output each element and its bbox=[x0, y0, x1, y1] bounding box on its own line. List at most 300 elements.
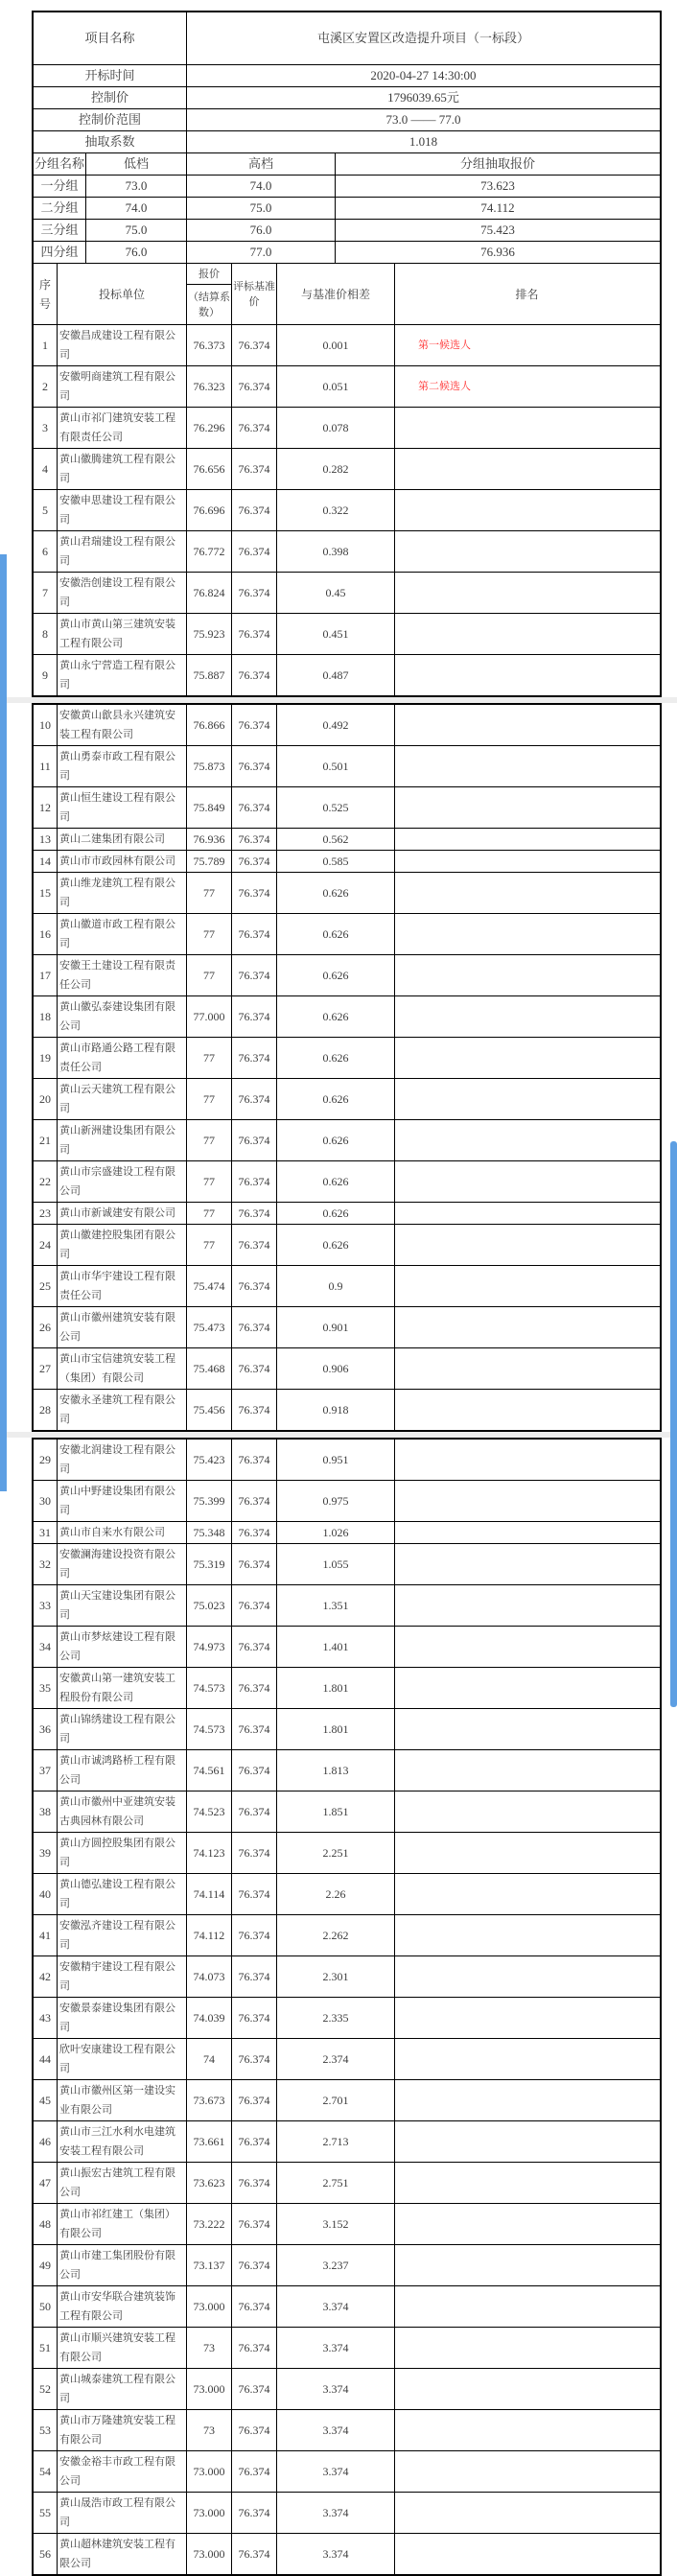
bid-no: 4 bbox=[34, 449, 58, 489]
bid-price: 75.423 bbox=[187, 1440, 232, 1480]
base-price: 76.374 bbox=[232, 1791, 277, 1832]
rank-label bbox=[395, 1079, 660, 1119]
company-name: 黄山市宝信建筑安装工程（集团）有限公司 bbox=[58, 1348, 187, 1389]
rank-label bbox=[395, 614, 660, 654]
company-name: 安徽浩创建设工程有限公司 bbox=[58, 573, 187, 613]
bid-price: 77.000 bbox=[187, 996, 232, 1037]
bid-table-row bbox=[34, 873, 660, 914]
diff-from-base: 0.626 bbox=[277, 1038, 395, 1078]
rank-label bbox=[395, 2534, 660, 2574]
bid-price: 74.073 bbox=[187, 1956, 232, 1997]
bid-no: 22 bbox=[34, 1161, 58, 1202]
company-name: 黄山市黄山第三建筑安装工程有限公司 bbox=[58, 614, 187, 654]
company-name: 黄山永宁营造工程有限公司 bbox=[58, 655, 187, 695]
group-cell: 77.0 bbox=[187, 242, 336, 263]
bid-results-table bbox=[32, 11, 662, 697]
rank-label bbox=[395, 1833, 660, 1873]
bid-price: 76.936 bbox=[187, 829, 232, 850]
rank-label bbox=[395, 705, 660, 745]
company-name: 黄山徽弘泰建设集团有限公司 bbox=[58, 996, 187, 1037]
rank-label bbox=[395, 1348, 660, 1389]
diff-from-base: 2.335 bbox=[277, 1998, 395, 2038]
base-price: 76.374 bbox=[232, 1750, 277, 1791]
bid-no: 41 bbox=[34, 1915, 58, 1955]
group-cell: 四分组 bbox=[34, 242, 86, 263]
bid-price: 76.296 bbox=[187, 408, 232, 448]
bid-no: 42 bbox=[34, 1956, 58, 1997]
bid-no: 8 bbox=[34, 614, 58, 654]
bid-no: 32 bbox=[34, 1544, 58, 1584]
rank-label bbox=[395, 490, 660, 530]
bid-no: 50 bbox=[34, 2286, 58, 2327]
bid-table-row bbox=[34, 705, 660, 746]
bid-table-row bbox=[34, 1998, 660, 2039]
info-value: 1796039.65元 bbox=[387, 90, 459, 105]
bid-table-row bbox=[34, 1038, 660, 1079]
diff-from-base: 0.487 bbox=[277, 655, 395, 695]
group-cell: 76.936 bbox=[480, 245, 515, 259]
col-header-rank: 排名 bbox=[515, 287, 539, 301]
bid-table-row bbox=[34, 851, 660, 873]
rank-label bbox=[395, 2286, 660, 2327]
base-price: 76.374 bbox=[232, 1481, 277, 1521]
base-price: 76.374 bbox=[232, 1225, 277, 1265]
rank-label bbox=[395, 2080, 660, 2120]
company-name: 黄山徽道市政工程有限公司 bbox=[58, 914, 187, 954]
base-price: 76.374 bbox=[232, 655, 277, 695]
base-price: 76.374 bbox=[232, 2039, 277, 2079]
group-col-header: 分组抽取报价 bbox=[459, 156, 535, 171]
base-price: 76.374 bbox=[232, 851, 277, 872]
bid-no: 1 bbox=[34, 325, 58, 365]
company-name: 黄山市宗盛建设工程有限公司 bbox=[58, 1161, 187, 1202]
base-price: 76.374 bbox=[232, 2493, 277, 2533]
company-name: 安徽北润建设工程有限公司 bbox=[58, 1440, 187, 1480]
bid-table-row bbox=[34, 1750, 660, 1791]
base-price: 76.374 bbox=[232, 325, 277, 365]
base-price: 76.374 bbox=[232, 705, 277, 745]
company-name: 黄山恒生建设工程有限公司 bbox=[58, 787, 187, 828]
rank-label bbox=[395, 2493, 660, 2533]
rank-label bbox=[395, 1998, 660, 2038]
base-price: 76.374 bbox=[232, 1998, 277, 2038]
company-name: 黄山市梦炫建设工程有限公司 bbox=[58, 1627, 187, 1667]
base-price: 76.374 bbox=[232, 2286, 277, 2327]
bid-price: 73.000 bbox=[187, 2493, 232, 2533]
bid-no: 20 bbox=[34, 1079, 58, 1119]
base-price: 76.374 bbox=[232, 490, 277, 530]
bid-price: 73.673 bbox=[187, 2080, 232, 2120]
bid-price: 74.973 bbox=[187, 1627, 232, 1667]
diff-from-base: 3.374 bbox=[277, 2534, 395, 2574]
rank-label bbox=[395, 1120, 660, 1160]
bid-table-row bbox=[34, 2534, 660, 2574]
group-row bbox=[34, 220, 660, 242]
info-value: 屯溪区安置区改造提升项目（一标段） bbox=[316, 31, 529, 45]
rank-label bbox=[395, 1627, 660, 1667]
company-name: 安徽泓齐建设工程有限公司 bbox=[58, 1915, 187, 1955]
bid-table-row bbox=[34, 366, 660, 408]
bid-table-row bbox=[34, 1440, 660, 1481]
bid-no: 54 bbox=[34, 2451, 58, 2492]
bid-price: 74.039 bbox=[187, 1998, 232, 2038]
rank-label bbox=[395, 2039, 660, 2079]
bid-table-row bbox=[34, 614, 660, 655]
bid-no: 56 bbox=[34, 2534, 58, 2574]
rank-label bbox=[395, 2369, 660, 2409]
group-cell: 75.0 bbox=[86, 220, 187, 241]
bid-no: 24 bbox=[34, 1225, 58, 1265]
diff-from-base: 2.26 bbox=[277, 1874, 395, 1914]
diff-from-base: 0.492 bbox=[277, 705, 395, 745]
bid-results-table-continued bbox=[32, 1438, 662, 2576]
bid-no: 45 bbox=[34, 2080, 58, 2120]
col-header-base-price: 评标基准价 bbox=[232, 264, 277, 324]
diff-from-base: 0.051 bbox=[277, 366, 395, 407]
bid-no: 39 bbox=[34, 1833, 58, 1873]
rank-label bbox=[395, 2121, 660, 2162]
bid-no: 16 bbox=[34, 914, 58, 954]
bid-no: 30 bbox=[34, 1481, 58, 1521]
diff-from-base: 3.152 bbox=[277, 2204, 395, 2244]
base-price: 76.374 bbox=[232, 1874, 277, 1914]
bid-price: 73 bbox=[187, 2328, 232, 2368]
info-label: 控制价范围 bbox=[34, 109, 187, 130]
diff-from-base: 0.918 bbox=[277, 1390, 395, 1430]
diff-from-base: 1.801 bbox=[277, 1709, 395, 1749]
base-price: 76.374 bbox=[232, 408, 277, 448]
bid-no: 15 bbox=[34, 873, 58, 913]
group-cell: 74.0 bbox=[187, 176, 336, 197]
group-row bbox=[34, 242, 660, 264]
group-cell: 73.623 bbox=[480, 178, 515, 193]
bid-no: 3 bbox=[34, 408, 58, 448]
bid-no: 51 bbox=[34, 2328, 58, 2368]
company-name: 黄山方圆控股集团有限公司 bbox=[58, 1833, 187, 1873]
diff-from-base: 2.301 bbox=[277, 1956, 395, 1997]
bid-no: 28 bbox=[34, 1390, 58, 1430]
rank-label bbox=[395, 955, 660, 995]
company-name: 黄山市祁门建筑安装工程有限责任公司 bbox=[58, 408, 187, 448]
group-cell: 75.423 bbox=[480, 222, 515, 237]
company-name: 黄山云天建筑工程有限公司 bbox=[58, 1079, 187, 1119]
bid-price: 73.000 bbox=[187, 2451, 232, 2492]
bid-no: 31 bbox=[34, 1522, 58, 1543]
diff-from-base: 1.813 bbox=[277, 1750, 395, 1791]
base-price: 76.374 bbox=[232, 1348, 277, 1389]
bid-table-row bbox=[34, 1585, 660, 1627]
company-name: 黄山市建工集团股份有限公司 bbox=[58, 2245, 187, 2285]
bid-no: 53 bbox=[34, 2410, 58, 2450]
company-name: 安徽黄山第一建筑安装工程股份有限公司 bbox=[58, 1668, 187, 1708]
bid-price: 75.468 bbox=[187, 1348, 232, 1389]
rank-label bbox=[395, 746, 660, 786]
base-price: 76.374 bbox=[232, 573, 277, 613]
rank-label bbox=[395, 1709, 660, 1749]
diff-from-base: 0.951 bbox=[277, 1440, 395, 1480]
bid-price: 76.323 bbox=[187, 366, 232, 407]
bid-table-row bbox=[34, 2369, 660, 2410]
bid-no: 18 bbox=[34, 996, 58, 1037]
company-name: 安徽昌成建设工程有限公司 bbox=[58, 325, 187, 365]
group-cell: 二分组 bbox=[34, 198, 86, 219]
company-name: 黄山君瑞建设工程有限公司 bbox=[58, 531, 187, 572]
base-price: 76.374 bbox=[232, 1544, 277, 1584]
col-header-no: 序号 bbox=[34, 264, 58, 324]
diff-from-base: 3.374 bbox=[277, 2410, 395, 2450]
base-price: 76.374 bbox=[232, 2121, 277, 2162]
bid-table-row bbox=[34, 955, 660, 996]
bid-table-row bbox=[34, 746, 660, 787]
base-price: 76.374 bbox=[232, 787, 277, 828]
bid-price: 73.661 bbox=[187, 2121, 232, 2162]
bid-price: 77 bbox=[187, 914, 232, 954]
bid-table-row bbox=[34, 1627, 660, 1668]
bid-table-row bbox=[34, 573, 660, 614]
bid-table-row bbox=[34, 1120, 660, 1161]
bid-table-row bbox=[34, 996, 660, 1038]
diff-from-base: 0.626 bbox=[277, 873, 395, 913]
base-price: 76.374 bbox=[232, 1266, 277, 1306]
company-name: 安徽景泰建设集团有限公司 bbox=[58, 1998, 187, 2038]
base-price: 76.374 bbox=[232, 1956, 277, 1997]
diff-from-base: 0.626 bbox=[277, 1120, 395, 1160]
diff-from-base: 0.906 bbox=[277, 1348, 395, 1389]
rank-label: 第一候选人 bbox=[418, 340, 471, 351]
bid-price: 76.772 bbox=[187, 531, 232, 572]
diff-from-base: 0.45 bbox=[277, 573, 395, 613]
rank-label bbox=[395, 1544, 660, 1584]
project-info-section bbox=[34, 12, 660, 153]
base-price: 76.374 bbox=[232, 829, 277, 850]
rank-label bbox=[395, 573, 660, 613]
bid-price: 74.561 bbox=[187, 1750, 232, 1791]
bid-price: 77 bbox=[187, 1120, 232, 1160]
rank-label bbox=[395, 531, 660, 572]
company-name: 黄山市安华联合建筑装饰工程有限公司 bbox=[58, 2286, 187, 2327]
bid-price: 73.000 bbox=[187, 2286, 232, 2327]
rank-label bbox=[395, 2410, 660, 2450]
company-name: 欣叶安康建设工程有限公司 bbox=[58, 2039, 187, 2079]
bid-price: 75.348 bbox=[187, 1522, 232, 1543]
bid-table-row bbox=[34, 914, 660, 955]
info-row bbox=[34, 131, 660, 153]
diff-from-base: 0.451 bbox=[277, 614, 395, 654]
bid-table-row bbox=[34, 1348, 660, 1390]
company-name: 黄山市市政园林有限公司 bbox=[58, 851, 187, 872]
company-name: 黄山市三江水利水电建筑安装工程有限公司 bbox=[58, 2121, 187, 2162]
diff-from-base: 0.626 bbox=[277, 955, 395, 995]
group-cell: 74.112 bbox=[480, 200, 515, 215]
rank-label bbox=[395, 2163, 660, 2203]
company-name: 黄山市顺兴建筑安装工程有限公司 bbox=[58, 2328, 187, 2368]
bids-rows-page-3 bbox=[34, 1440, 660, 2574]
col-header-company: 投标单位 bbox=[58, 264, 187, 324]
bid-table-row bbox=[34, 1390, 660, 1430]
bid-table-row bbox=[34, 2286, 660, 2328]
group-cell: 74.0 bbox=[86, 198, 187, 219]
company-name: 黄山市万隆建筑安装工程有限公司 bbox=[58, 2410, 187, 2450]
diff-from-base: 3.237 bbox=[277, 2245, 395, 2285]
bid-table-row bbox=[34, 787, 660, 829]
bid-no: 55 bbox=[34, 2493, 58, 2533]
rank-label bbox=[395, 408, 660, 448]
bid-no: 6 bbox=[34, 531, 58, 572]
base-price: 76.374 bbox=[232, 1307, 277, 1347]
diff-from-base: 0.975 bbox=[277, 1481, 395, 1521]
info-row bbox=[34, 87, 660, 109]
diff-from-base: 0.525 bbox=[277, 787, 395, 828]
rank-label bbox=[395, 829, 660, 850]
diff-from-base: 2.751 bbox=[277, 2163, 395, 2203]
bid-price: 73.000 bbox=[187, 2369, 232, 2409]
rank-label bbox=[395, 1038, 660, 1078]
base-price: 76.374 bbox=[232, 2163, 277, 2203]
bid-table-row bbox=[34, 2163, 660, 2204]
info-label: 抽取系数 bbox=[34, 131, 187, 152]
group-row bbox=[34, 176, 660, 198]
base-price: 76.374 bbox=[232, 1390, 277, 1430]
bid-no: 36 bbox=[34, 1709, 58, 1749]
info-label: 控制价 bbox=[34, 87, 187, 108]
base-price: 76.374 bbox=[232, 614, 277, 654]
col-header-diff: 与基准价相差 bbox=[277, 264, 395, 324]
company-name: 黄山市祁红建工（集团）有限公司 bbox=[58, 2204, 187, 2244]
diff-from-base: 0.398 bbox=[277, 531, 395, 572]
info-row bbox=[34, 65, 660, 87]
bid-price: 75.887 bbox=[187, 655, 232, 695]
bid-no: 11 bbox=[34, 746, 58, 786]
company-name: 黄山市徽州建筑安装有限公司 bbox=[58, 1307, 187, 1347]
rank-label bbox=[395, 2328, 660, 2368]
bid-table-row bbox=[34, 325, 660, 366]
bid-no: 52 bbox=[34, 2369, 58, 2409]
company-name: 安徽永圣建筑工程有限公司 bbox=[58, 1390, 187, 1430]
diff-from-base: 3.374 bbox=[277, 2286, 395, 2327]
bid-table-row bbox=[34, 2039, 660, 2080]
bid-no: 10 bbox=[34, 705, 58, 745]
diff-from-base: 1.351 bbox=[277, 1585, 395, 1626]
info-value: 2020-04-27 14:30:00 bbox=[370, 68, 477, 82]
company-name: 黄山市自来水有限公司 bbox=[58, 1522, 187, 1543]
bid-no: 46 bbox=[34, 2121, 58, 2162]
bid-price: 74 bbox=[187, 2039, 232, 2079]
bid-no: 2 bbox=[34, 366, 58, 407]
diff-from-base: 3.374 bbox=[277, 2328, 395, 2368]
rank-label bbox=[395, 1266, 660, 1306]
bid-table-row bbox=[34, 2204, 660, 2245]
bid-price: 75.789 bbox=[187, 851, 232, 872]
company-name: 黄山德弘建设工程有限公司 bbox=[58, 1874, 187, 1914]
company-name: 黄山市华宇建设工程有限责任公司 bbox=[58, 1266, 187, 1306]
bids-header-row bbox=[34, 264, 660, 325]
bid-table-row bbox=[34, 1203, 660, 1225]
diff-from-base: 0.001 bbox=[277, 325, 395, 365]
group-quote-section bbox=[34, 153, 660, 264]
bid-table-row bbox=[34, 408, 660, 449]
base-price: 76.374 bbox=[232, 1038, 277, 1078]
diff-from-base: 0.626 bbox=[277, 1225, 395, 1265]
company-name: 安徽申思建设工程有限公司 bbox=[58, 490, 187, 530]
company-name: 黄山城泰建筑工程有限公司 bbox=[58, 2369, 187, 2409]
bid-price: 76.696 bbox=[187, 490, 232, 530]
rank-label bbox=[395, 1307, 660, 1347]
rank-label bbox=[395, 1440, 660, 1480]
diff-from-base: 0.282 bbox=[277, 449, 395, 489]
bid-table-row bbox=[34, 1079, 660, 1120]
bid-no: 38 bbox=[34, 1791, 58, 1832]
bid-table-row bbox=[34, 1874, 660, 1915]
company-name: 黄山市路通公路工程有限责任公司 bbox=[58, 1038, 187, 1078]
page-edge-bar-right bbox=[670, 1141, 677, 1707]
diff-from-base: 0.626 bbox=[277, 914, 395, 954]
bid-price: 75.023 bbox=[187, 1585, 232, 1626]
bid-table-row bbox=[34, 1791, 660, 1833]
diff-from-base: 0.501 bbox=[277, 746, 395, 786]
base-price: 76.374 bbox=[232, 746, 277, 786]
bid-price: 77 bbox=[187, 1203, 232, 1224]
bids-rows-page-2 bbox=[34, 705, 660, 1430]
bid-price: 76.373 bbox=[187, 325, 232, 365]
bid-table-row bbox=[34, 2121, 660, 2163]
bid-no: 5 bbox=[34, 490, 58, 530]
diff-from-base: 0.626 bbox=[277, 1203, 395, 1224]
group-cell: 一分组 bbox=[34, 176, 86, 197]
info-label: 项目名称 bbox=[34, 12, 187, 64]
base-price: 76.374 bbox=[232, 1440, 277, 1480]
bid-price: 74.523 bbox=[187, 1791, 232, 1832]
rank-label bbox=[395, 1791, 660, 1832]
diff-from-base: 1.026 bbox=[277, 1522, 395, 1543]
group-cell: 76.0 bbox=[187, 220, 336, 241]
rank-label bbox=[395, 914, 660, 954]
bid-no: 48 bbox=[34, 2204, 58, 2244]
company-name: 安徽金裕丰市政工程有限公司 bbox=[58, 2451, 187, 2492]
group-cell: 三分组 bbox=[34, 220, 86, 241]
col-header-price bbox=[187, 264, 232, 324]
base-price: 76.374 bbox=[232, 2410, 277, 2450]
bid-table-row bbox=[34, 1956, 660, 1998]
bid-table-row bbox=[34, 655, 660, 695]
bid-table-row bbox=[34, 1225, 660, 1266]
diff-from-base: 3.374 bbox=[277, 2493, 395, 2533]
bid-no: 17 bbox=[34, 955, 58, 995]
bid-price: 75.473 bbox=[187, 1307, 232, 1347]
bid-table-row bbox=[34, 2493, 660, 2534]
base-price: 76.374 bbox=[232, 2328, 277, 2368]
base-price: 76.374 bbox=[232, 873, 277, 913]
bid-table-row bbox=[34, 1161, 660, 1203]
company-name: 安徽王土建设工程有限责任公司 bbox=[58, 955, 187, 995]
diff-from-base: 1.851 bbox=[277, 1791, 395, 1832]
bid-table-row bbox=[34, 531, 660, 573]
bid-price: 75.923 bbox=[187, 614, 232, 654]
bid-table-row bbox=[34, 1544, 660, 1585]
base-price: 76.374 bbox=[232, 1585, 277, 1626]
base-price: 76.374 bbox=[232, 2245, 277, 2285]
bid-table-row bbox=[34, 1522, 660, 1544]
bid-no: 25 bbox=[34, 1266, 58, 1306]
col-header-price-line2: （结算系数） bbox=[188, 291, 230, 318]
base-price: 76.374 bbox=[232, 1120, 277, 1160]
diff-from-base: 0.322 bbox=[277, 490, 395, 530]
bid-table-row bbox=[34, 2451, 660, 2493]
rank-label bbox=[395, 996, 660, 1037]
company-name: 黄山振宏古建筑工程有限公司 bbox=[58, 2163, 187, 2203]
base-price: 76.374 bbox=[232, 531, 277, 572]
company-name: 黄山市新诚建安有限公司 bbox=[58, 1203, 187, 1224]
rank-label bbox=[395, 2245, 660, 2285]
